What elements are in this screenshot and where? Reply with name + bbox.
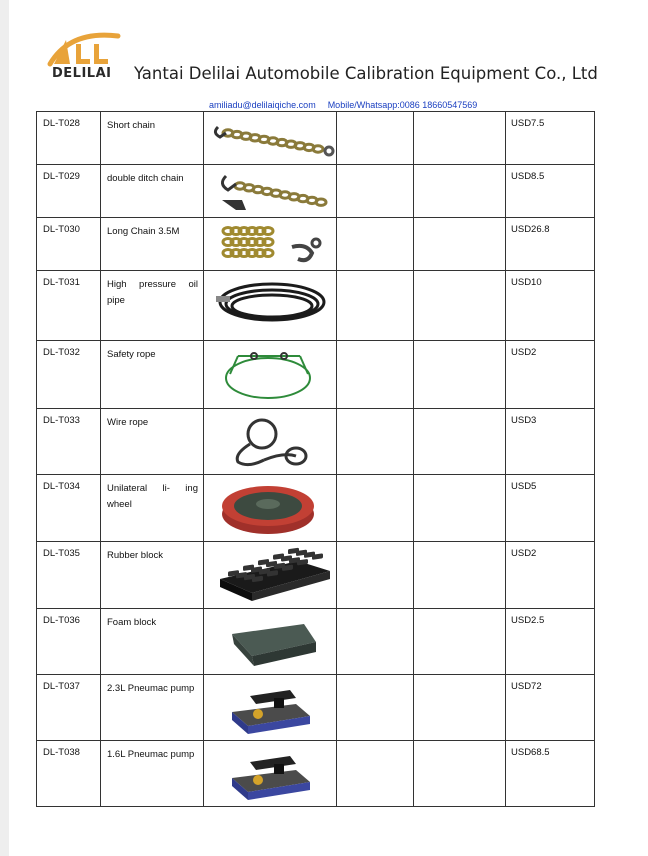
product-image bbox=[204, 675, 337, 741]
empty-cell bbox=[337, 271, 414, 341]
product-name: Unilateral li- ing wheel bbox=[101, 475, 204, 542]
empty-cell bbox=[337, 542, 414, 609]
email-link[interactable]: amiliadu@delilaiqiche.com bbox=[209, 100, 316, 110]
wire-rope-icon bbox=[204, 409, 336, 474]
product-image bbox=[204, 271, 337, 341]
table-row bbox=[37, 218, 595, 271]
empty-cell bbox=[337, 112, 414, 165]
product-image bbox=[204, 218, 337, 271]
pneumatic-pump-icon bbox=[204, 741, 336, 806]
product-code: DL-T037 bbox=[37, 675, 101, 741]
product-name: Safety rope bbox=[101, 341, 204, 409]
product-price: USD2 bbox=[506, 341, 595, 409]
product-price: USD5 bbox=[506, 475, 595, 542]
phone-number: Mobile/Whatsapp:0086 18660547569 bbox=[327, 100, 478, 110]
table-row bbox=[37, 542, 595, 609]
product-price: USD10 bbox=[506, 271, 595, 341]
product-code: DL-T029 bbox=[37, 165, 101, 218]
product-image bbox=[204, 409, 337, 475]
product-code: DL-T035 bbox=[37, 542, 101, 609]
company-logo bbox=[40, 26, 130, 82]
product-name: 1.6L Pneumac pump bbox=[101, 741, 204, 807]
double-ditch-chain-icon bbox=[204, 165, 336, 217]
long-chain-icon bbox=[204, 218, 336, 270]
empty-cell bbox=[414, 542, 506, 609]
empty-cell bbox=[414, 218, 506, 271]
table-row bbox=[37, 112, 595, 165]
table-row bbox=[37, 165, 595, 218]
empty-cell bbox=[414, 341, 506, 409]
table-row bbox=[37, 475, 595, 542]
product-price: USD68.5 bbox=[506, 741, 595, 807]
product-price: USD2 bbox=[506, 542, 595, 609]
product-image bbox=[204, 475, 337, 542]
lifting-wheel-icon bbox=[204, 475, 336, 541]
product-name: Long Chain 3.5M bbox=[101, 218, 204, 271]
empty-cell bbox=[337, 675, 414, 741]
rubber-block-icon bbox=[204, 542, 336, 608]
logo-mark-icon bbox=[40, 26, 130, 70]
product-price: USD8.5 bbox=[506, 165, 595, 218]
company-name: Yantai Delilai Automobile Calibration Equipment Co., Ltd bbox=[134, 64, 598, 83]
empty-cell bbox=[337, 341, 414, 409]
empty-cell bbox=[414, 271, 506, 341]
product-image bbox=[204, 609, 337, 675]
empty-cell bbox=[414, 165, 506, 218]
empty-cell bbox=[337, 741, 414, 807]
letterhead bbox=[40, 26, 620, 96]
product-name: Rubber block bbox=[101, 542, 204, 609]
price-table bbox=[36, 111, 595, 807]
table-row bbox=[37, 271, 595, 341]
product-price: USD26.8 bbox=[506, 218, 595, 271]
product-code: DL-T032 bbox=[37, 341, 101, 409]
logo-text: DELILAI bbox=[52, 66, 112, 81]
product-image bbox=[204, 741, 337, 807]
product-code: DL-T030 bbox=[37, 218, 101, 271]
empty-cell bbox=[414, 409, 506, 475]
table-row bbox=[37, 409, 595, 475]
table-row bbox=[37, 741, 595, 807]
oil-pipe-icon bbox=[204, 271, 336, 340]
product-price: USD7.5 bbox=[506, 112, 595, 165]
table-row bbox=[37, 609, 595, 675]
product-image bbox=[204, 165, 337, 218]
product-price: USD3 bbox=[506, 409, 595, 475]
empty-cell bbox=[414, 741, 506, 807]
product-price: USD2.5 bbox=[506, 609, 595, 675]
product-code: DL-T031 bbox=[37, 271, 101, 341]
product-name: High pressure oil pipe bbox=[101, 271, 204, 341]
empty-cell bbox=[337, 218, 414, 271]
product-image bbox=[204, 341, 337, 409]
table-row bbox=[37, 675, 595, 741]
empty-cell bbox=[414, 675, 506, 741]
product-name: 2.3L Pneumac pump bbox=[101, 675, 204, 741]
product-name: Foam block bbox=[101, 609, 204, 675]
product-name: double ditch chain bbox=[101, 165, 204, 218]
pneumatic-pump-icon bbox=[204, 675, 336, 740]
product-code: DL-T028 bbox=[37, 112, 101, 165]
product-image bbox=[204, 542, 337, 609]
product-name: Wire rope bbox=[101, 409, 204, 475]
empty-cell bbox=[337, 409, 414, 475]
short-chain-icon bbox=[204, 112, 336, 164]
table-row bbox=[37, 341, 595, 409]
product-code: DL-T034 bbox=[37, 475, 101, 542]
empty-cell bbox=[414, 112, 506, 165]
product-code: DL-T038 bbox=[37, 741, 101, 807]
product-image bbox=[204, 112, 337, 165]
contact-line bbox=[209, 100, 489, 110]
product-price: USD72 bbox=[506, 675, 595, 741]
product-code: DL-T033 bbox=[37, 409, 101, 475]
empty-cell bbox=[414, 475, 506, 542]
empty-cell bbox=[337, 609, 414, 675]
page-edge bbox=[0, 0, 9, 856]
foam-block-icon bbox=[204, 609, 336, 674]
safety-rope-icon bbox=[204, 341, 336, 408]
product-name: Short chain bbox=[101, 112, 204, 165]
empty-cell bbox=[337, 475, 414, 542]
empty-cell bbox=[414, 609, 506, 675]
product-code: DL-T036 bbox=[37, 609, 101, 675]
empty-cell bbox=[337, 165, 414, 218]
